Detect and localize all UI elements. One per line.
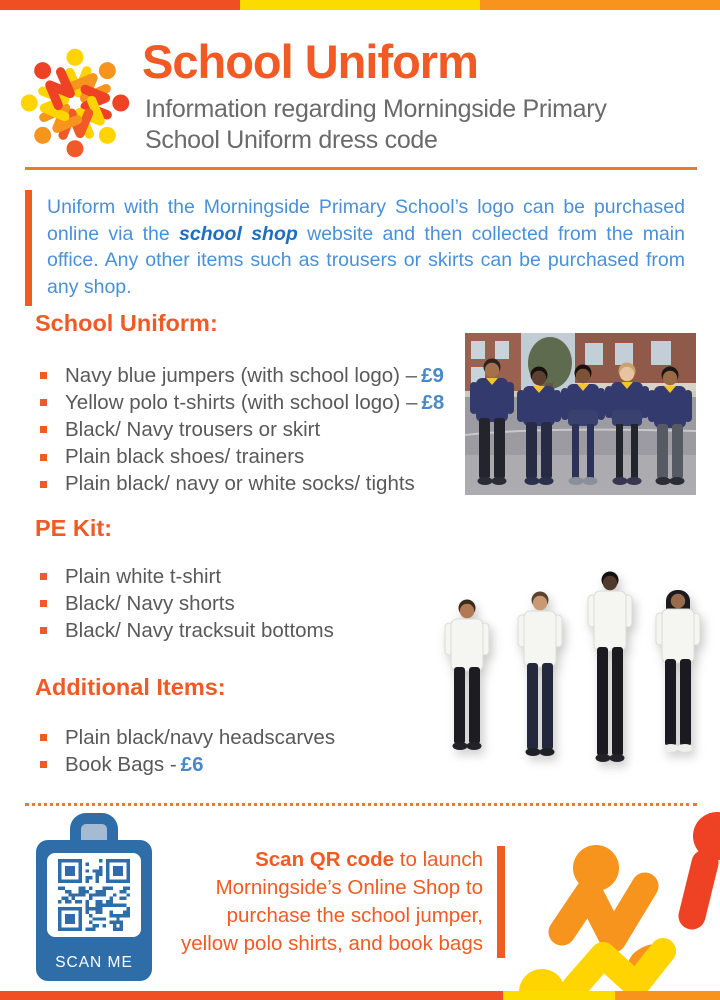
list-item	[40, 416, 444, 443]
list-item-text: Yellow polo t-shirts (with school logo) –	[65, 390, 418, 414]
bullet-square-icon	[40, 600, 47, 607]
section-heading-pe-kit: PE Kit:	[35, 515, 113, 541]
child-figure	[518, 592, 562, 757]
list-item-text: Plain white t-shirt	[65, 564, 222, 588]
child-figure	[445, 600, 489, 751]
qr-code	[58, 859, 130, 931]
additional-items-list	[40, 724, 335, 778]
bullet-square-icon	[40, 454, 47, 461]
school-uniform-list	[40, 362, 444, 498]
list-item	[40, 590, 334, 617]
scan-text-line: Scan QR code to launch	[255, 848, 483, 871]
pe-kit-photo	[412, 538, 717, 766]
child-figure	[656, 590, 700, 752]
intro-paragraph	[25, 190, 685, 306]
school-logo-icon	[14, 36, 136, 170]
list-item	[40, 471, 444, 498]
list-item-text: Plain black/navy headscarves	[65, 725, 336, 749]
scan-instructions	[131, 846, 505, 958]
list-item	[40, 444, 444, 471]
list-item-text: Black/ Navy trousers or skirt	[65, 417, 321, 441]
list-item	[40, 563, 334, 590]
bottom-accent-bar	[0, 991, 720, 1000]
price-value: £8	[421, 390, 445, 414]
list-item	[40, 389, 444, 416]
list-item-text: Black/ Navy shorts	[65, 591, 235, 615]
scan-text-line: purchase the school jumper,	[226, 904, 483, 927]
bottom-bar-yellow-segment	[503, 991, 615, 1000]
bullet-square-icon	[40, 372, 47, 379]
section-heading-school-uniform: School Uniform:	[35, 310, 218, 336]
list-item	[40, 362, 444, 389]
price-value: £6	[180, 752, 204, 776]
bullet-square-icon	[40, 399, 47, 406]
page-subtitle	[145, 94, 685, 156]
scan-text-line: Morningside’s Online Shop to	[215, 876, 483, 899]
intro-text-after: website and then collected from the main office. Any other items such as trousers or skirts can be purchased from any shop.	[47, 222, 685, 298]
intro-text-before: Uniform with the Morningside Primary School’s logo can be purchased online via the	[47, 196, 685, 245]
qr-scan-me-label: SCAN ME	[55, 954, 133, 971]
top-bar-red-segment	[0, 0, 240, 10]
dotted-divider	[25, 803, 697, 806]
price-value: £9	[421, 363, 444, 387]
bullet-square-icon	[40, 426, 47, 433]
subtitle-line: School Uniform dress code	[145, 126, 438, 154]
pe-kit-list	[40, 563, 334, 645]
bullet-square-icon	[40, 481, 47, 488]
bullet-square-icon	[40, 734, 47, 741]
list-item-text: Navy blue jumpers (with school logo) –	[65, 363, 418, 387]
top-bar-yellow-segment	[240, 0, 480, 10]
school-uniform-photo	[465, 333, 696, 495]
list-item-text: Plain black/ navy or white socks/ tights	[65, 472, 415, 496]
list-item-text: Book Bags -	[65, 752, 177, 776]
subtitle-line: Information regarding Morningside Primary	[145, 95, 607, 123]
list-item	[40, 617, 334, 644]
bottom-bar-red-segment	[0, 991, 503, 1000]
child-figure	[588, 572, 632, 763]
qr-panel	[47, 853, 141, 937]
list-item-text: Black/ Navy tracksuit bottoms	[65, 618, 334, 642]
list-item	[40, 724, 335, 751]
scan-text-line: yellow polo shirts, and book bags	[181, 932, 483, 955]
school-shop-link[interactable]: school shop	[179, 222, 298, 245]
top-bar-orange-segment	[480, 0, 720, 10]
top-accent-bar	[0, 0, 720, 10]
header-divider	[25, 167, 697, 170]
scan-text-bold: Scan QR code	[255, 848, 395, 871]
bullet-square-icon	[40, 573, 47, 580]
bullet-square-icon	[40, 761, 47, 768]
bullet-square-icon	[40, 627, 47, 634]
list-item-text: Plain black shoes/ trainers	[65, 445, 305, 469]
page-title: School Uniform	[142, 35, 478, 88]
bottom-bar-orange-segment	[615, 991, 720, 1000]
list-item	[40, 751, 335, 778]
section-heading-additional-items: Additional Items:	[35, 674, 226, 700]
logo-fragment-decoration	[508, 808, 720, 992]
